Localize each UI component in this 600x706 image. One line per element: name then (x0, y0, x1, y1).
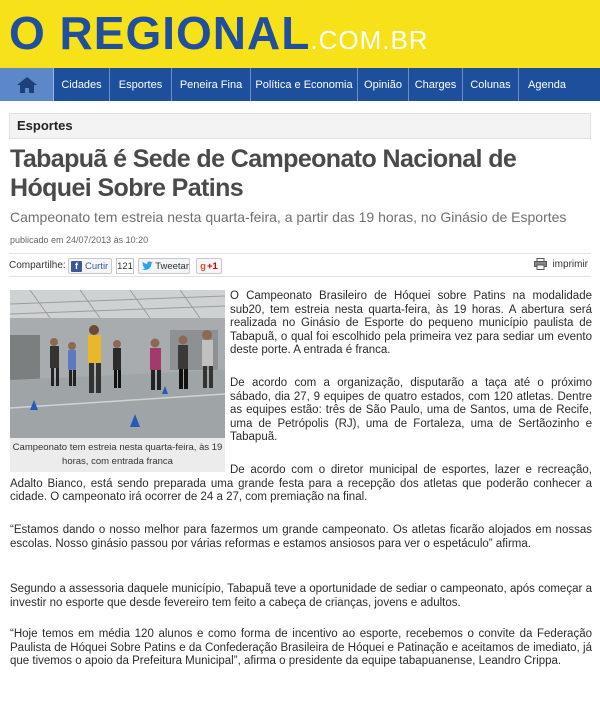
nav-item-colunas[interactable]: Colunas (463, 68, 519, 101)
article-paragraph: De acordo com o diretor municipal de esportes, lazer e recreação, Adalto Bianco, está sendo preparada uma grande festa para a recepção dos atletas que poderão conhecer a cidade. O campeonato irá ocorrer de 24 a 27, com premiação na final. (10, 464, 592, 503)
nav-item-cidades[interactable]: Cidades (54, 68, 110, 101)
site-header (0, 0, 600, 68)
article-paragraph: De acordo com a organização, disputarão a taça até o próximo sábado, dia 27, 9 equipes de quatro estados, com 120 atletas. Dentre as equipes estão: três de São Paulo, uma de Santos, uma de Recife, uma de Petrópolis (RJ), uma de Fortaleza, uma de Sertãozinho e Tabapuã. (230, 377, 592, 443)
article-subtitle: Campeonato tem estreia nesta quarta-feira, a partir das 19 horas, no Ginásio de Esportes (10, 209, 567, 225)
photo-caption: Campeonato tem estreia nesta quarta-feira, às 19 horas, com entrada franca (10, 438, 225, 472)
print-button[interactable] (534, 258, 588, 270)
print-label: imprimir (552, 258, 588, 270)
nav-item-peneira-fina[interactable]: Peneira Fina (172, 68, 251, 101)
article-paragraph: “Estamos dando o nosso melhor para fazermos um grande campeonato. Os atletas ficarão alojados em nossas escolas. Nosso ginásio passou por várias reformas e estamos ansiosos para ver o espetáculo” afirma. (10, 524, 592, 550)
article-title: Tabapuã é Sede de Campeonato Nacional de Hóquei Sobre Patins (10, 145, 517, 202)
article-paragraph: O Campeonato Brasileiro de Hóquei sobre Patins na modalidade sub20, tem estreia nesta quarta-feira, às 19 horas. A abertura será realizada no Ginásio de Esporte do pequeno município paulista de Tabapuã, o qual foi escolhido pela primeira vez para sediar um evento deste porte. A entrada é franca. (230, 290, 592, 356)
facebook-icon: f (71, 261, 82, 272)
share-label: Compartilhe: (9, 260, 66, 271)
nav-home-button[interactable] (0, 68, 54, 101)
facebook-like-count: 121 (116, 258, 134, 274)
twitter-tweet-label: Tweetar (155, 260, 189, 272)
article-photo-block (10, 290, 225, 472)
section-label[interactable]: Esportes (9, 113, 591, 139)
main-nav (0, 68, 600, 101)
nav-item-opiniao[interactable]: Opinião (358, 68, 409, 101)
facebook-like-button[interactable] (68, 258, 112, 274)
twitter-tweet-button[interactable] (138, 258, 190, 274)
twitter-bird-icon (142, 261, 153, 271)
facebook-like-label: Curtir (85, 260, 109, 272)
site-logo[interactable] (9, 8, 429, 58)
nav-item-charges[interactable]: Charges (409, 68, 463, 101)
nav-item-esportes[interactable]: Esportes (110, 68, 172, 101)
google-plus-label: +1 (206, 260, 218, 272)
share-bar (9, 253, 591, 277)
printer-icon (534, 258, 547, 270)
logo-main-text: O REGIONAL (9, 7, 311, 59)
publish-date: publicado em 24/07/2013 às 10:20 (10, 235, 149, 245)
article-paragraph: Segundo a assessoria daquele município, Tabapuã teve a oportunidade de sediar o campeonato, após começar a investir no esporte que desde fevereiro tem feito a cabeça de crianças, jovens e adultos. (10, 583, 592, 609)
logo-domain-text: .COM.BR (310, 25, 429, 55)
google-plus-icon: g (200, 260, 206, 272)
article-photo[interactable] (10, 290, 225, 438)
home-icon (16, 76, 38, 94)
nav-item-politica-economia[interactable]: Política e Economia (251, 68, 358, 101)
google-plus-button[interactable] (196, 258, 222, 274)
nav-item-agenda[interactable]: Agenda (528, 78, 566, 91)
article-paragraph: “Hoje temos em média 120 alunos e como forma de incentivo ao esporte, recebemos o convite da Federação Paulista de Hóquei Sobre Patins e da Confederação Brasileira de Hóquei e Patinação e aceitamos de imediato, já que tivemos o apoio da Prefeitura Municipal”, afirma o presidente da equipe tabapuanense, Leandro Crippa. (10, 628, 592, 667)
